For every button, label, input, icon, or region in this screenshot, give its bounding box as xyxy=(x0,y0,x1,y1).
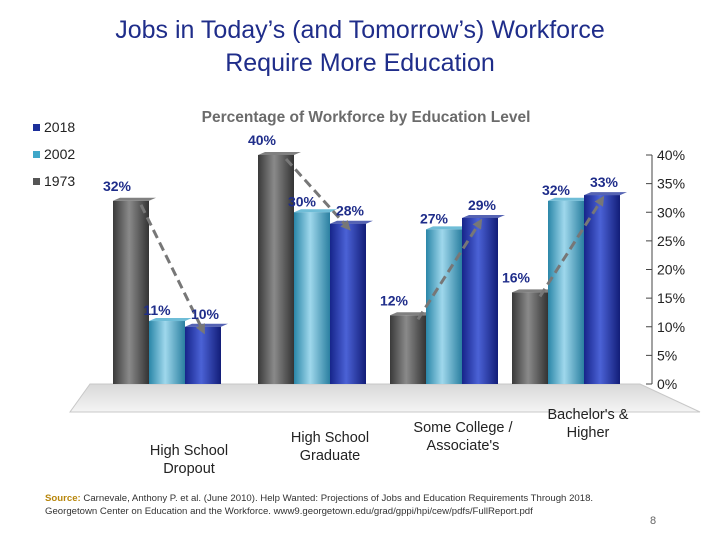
value-label-2002-cat-0: 11% xyxy=(143,302,171,319)
bar-top-2018-cat-3 xyxy=(584,192,627,195)
value-label-2018-cat-0: 10% xyxy=(190,305,220,322)
y-axis xyxy=(646,147,685,392)
value-label-1973-cat-2: 12% xyxy=(379,292,409,309)
page-number: 8 xyxy=(650,515,657,527)
y-tick-label-2: 10% xyxy=(657,318,686,335)
category-label-0-line-1: Dropout xyxy=(163,461,215,477)
y-tick-label-0: 0% xyxy=(657,376,678,392)
legend-swatch-1973 xyxy=(33,178,40,185)
bar-2002-cat-3 xyxy=(548,201,584,384)
bar-2002-cat-1 xyxy=(294,212,330,384)
y-tick-label-7: 35% xyxy=(657,175,686,192)
bar-top-2002-cat-1 xyxy=(294,209,337,212)
category-label-2-line-0: Some College / xyxy=(413,420,513,436)
y-tick-label-1: 5% xyxy=(657,347,678,364)
y-tick-label-5: 25% xyxy=(657,232,686,249)
value-label-1973-cat-0: 32% xyxy=(102,177,132,194)
bar-top-1973-cat-0 xyxy=(113,198,156,201)
legend-swatch-2018 xyxy=(33,124,40,131)
y-tick-label-4: 20% xyxy=(657,261,686,278)
category-label-1-line-1: Graduate xyxy=(299,448,361,464)
bar-top-2018-cat-1 xyxy=(330,221,373,224)
bar-2018-cat-1 xyxy=(330,224,366,384)
y-tick-label-8: 40% xyxy=(657,147,686,163)
bar-1973-cat-2 xyxy=(390,315,426,384)
chart-title: Percentage of Workforce by Education Level xyxy=(201,109,531,126)
category-label-2-line-1: Associate's xyxy=(426,438,500,454)
bar-2018-cat-0 xyxy=(185,327,221,384)
category-label-0-line-0: High School xyxy=(149,443,229,459)
category-label-3-line-0: Bachelor's & xyxy=(547,407,629,423)
legend-swatch-2002 xyxy=(33,151,40,158)
category-label-3-line-1: Higher xyxy=(566,425,610,441)
value-label-1973-cat-1: 40% xyxy=(247,132,277,148)
category-label-1-line-0: High School xyxy=(290,430,370,446)
bar-1973-cat-1 xyxy=(258,155,294,384)
legend xyxy=(33,119,75,189)
bar-2018-cat-3 xyxy=(584,195,620,384)
value-label-2002-cat-1: 30% xyxy=(287,193,317,210)
bar-2002-cat-0 xyxy=(149,321,185,384)
slide-title-line-1: Jobs in Today’s (and Tomorrow’s) Workforce xyxy=(115,16,605,44)
y-tick-label-6: 30% xyxy=(657,204,686,221)
bar-1973-cat-0 xyxy=(113,201,149,384)
value-label-2002-cat-3: 32% xyxy=(541,181,571,198)
source-citation xyxy=(45,492,695,518)
source-text-line-2: Georgetown Center on Education and the Workforce. www9.georgetown.edu/grad/gppi/hpi/cew/pdfs/FullReport.pdf xyxy=(45,506,533,517)
bar-2002-cat-2 xyxy=(426,229,462,384)
legend-label-2002: 2002 xyxy=(44,146,76,162)
value-label-2018-cat-3: 33% xyxy=(589,174,619,191)
value-label-2018-cat-2: 29% xyxy=(467,196,497,213)
value-label-1973-cat-3: 16% xyxy=(501,269,531,286)
bar-top-2018-cat-0 xyxy=(185,324,228,327)
source-label: Source: xyxy=(45,493,81,504)
source-text-line-1: Carnevale, Anthony P. et al. (June 2010). Help Wanted: Projections of Jobs and Education Requirements Through 2018. xyxy=(80,493,594,504)
legend-label-1973: 1973 xyxy=(44,173,76,189)
y-tick-label-3: 15% xyxy=(657,290,686,307)
slide-title-line-2: Require More Education xyxy=(225,49,495,77)
bar-top-2018-cat-2 xyxy=(462,215,505,218)
category-labels xyxy=(150,407,629,477)
value-label-2002-cat-2: 27% xyxy=(419,210,449,227)
legend-label-2018: 2018 xyxy=(44,119,76,135)
value-label-2018-cat-1: 28% xyxy=(335,202,365,219)
bar-top-1973-cat-1 xyxy=(258,152,301,155)
bar-top-2002-cat-0 xyxy=(149,318,192,321)
bar-1973-cat-3 xyxy=(512,292,548,384)
